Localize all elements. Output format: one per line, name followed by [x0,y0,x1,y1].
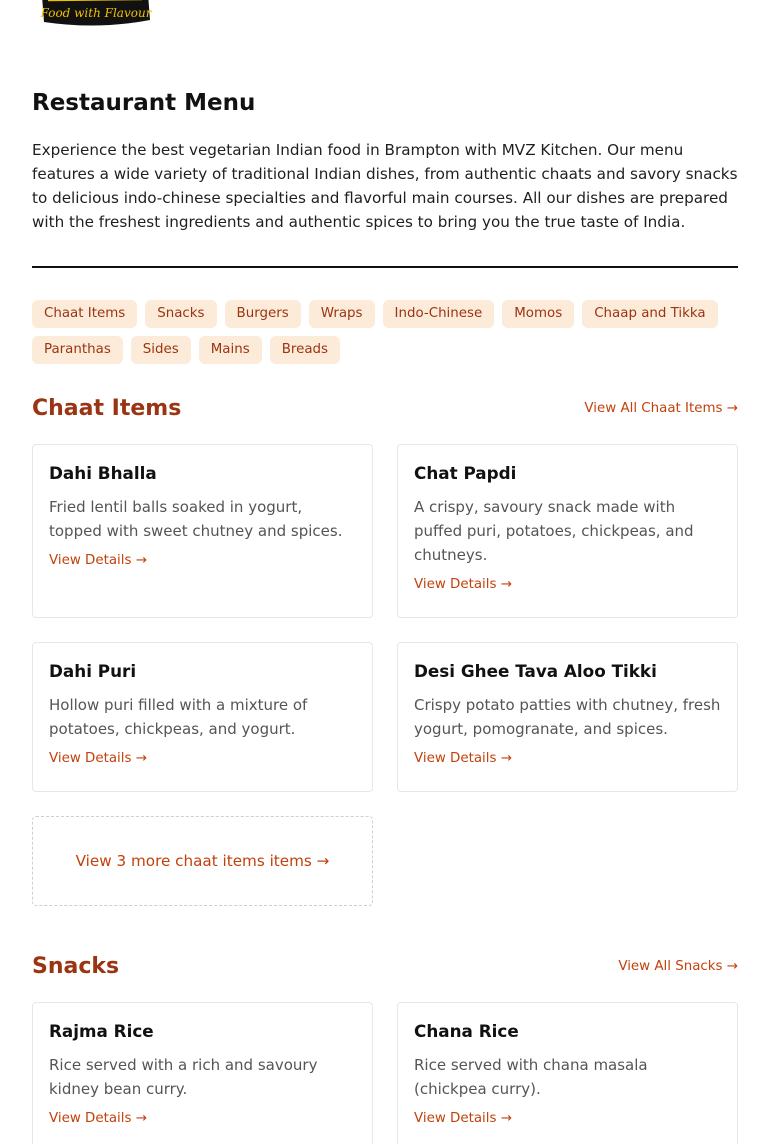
category-chip[interactable]: Chaat Items [32,300,137,328]
category-chip[interactable]: Wraps [309,300,375,328]
menu-item-description: Rice served with a rich and savoury kidney bean curry. [49,1056,318,1098]
menu-item-card[interactable] [32,1002,373,1144]
menu-item-name: Chana Rice [414,1021,519,1041]
view-more-link[interactable]: View 3 more chaat items items → [75,852,330,870]
page-title: Restaurant Menu [32,90,256,116]
menu-item-card[interactable] [397,642,738,792]
menu-item-card[interactable] [32,444,373,618]
menu-item-description: Rice served with chana masala (chickpea curry). [414,1056,648,1098]
restaurant-logo[interactable] [38,0,154,28]
category-chip[interactable]: Burgers [225,300,301,328]
category-chip[interactable]: Paranthas [32,336,123,364]
menu-item-card[interactable] [397,1002,738,1144]
view-details-link[interactable]: View Details → [49,1111,147,1126]
menu-item-description: Crispy potato patties with chutney, fresh yogurt, pomogranate, and spices. [414,696,721,738]
menu-item-description: Hollow puri filled with a mixture of potatoes, chickpeas, and yogurt. [49,696,308,738]
menu-item-name: Desi Ghee Tava Aloo Tikki [414,661,657,681]
category-chip[interactable]: Chaap and Tikka [582,300,717,328]
category-chip[interactable]: Breads [270,336,340,364]
page-intro: Experience the best vegetarian Indian food in Brampton with MVZ Kitchen. Our menu features a wide variety of traditional Indian dishes, from authentic chaats and savory snacks to delicious indo-chinese specialties and flavorful main courses. All our dishes are prepared with the freshest ingredients and authentic spices to bring you the true taste of India. [32,141,738,231]
category-chip[interactable]: Snacks [145,300,216,328]
view-all-chaat-link[interactable]: View All Chaat Items → [584,401,738,416]
view-details-link[interactable]: View Details → [49,553,147,568]
divider [32,266,738,268]
view-details-link[interactable]: View Details → [414,751,512,766]
section-header-snacks [32,954,738,979]
category-chip[interactable]: Indo-Chinese [383,300,495,328]
menu-item-description: A crispy, savoury snack made with puffed puri, potatoes, chickpeas, and chutneys. [414,498,694,564]
section-title: Chaat Items [32,396,182,421]
svg-text:Food with Flavour: Food with Flavour [40,6,152,20]
menu-item-card[interactable] [32,642,373,792]
menu-item-card[interactable] [397,444,738,618]
section-title: Snacks [32,954,120,979]
menu-item-name: Rajma Rice [49,1021,154,1041]
category-chip[interactable]: Mains [199,336,262,364]
view-all-snacks-link[interactable]: View All Snacks → [618,959,738,974]
section-header-chaat [32,396,738,421]
menu-item-name: Dahi Bhalla [49,463,157,483]
view-details-link[interactable]: View Details → [414,577,512,592]
menu-item-name: Dahi Puri [49,661,137,681]
view-more-card[interactable] [32,816,373,906]
category-chip[interactable]: Sides [131,336,191,364]
category-chip[interactable]: Momos [502,300,574,328]
menu-item-name: Chat Papdi [414,463,517,483]
view-details-link[interactable]: View Details → [414,1111,512,1126]
view-details-link[interactable]: View Details → [49,751,147,766]
category-chips [32,300,744,364]
menu-item-description: Fried lentil balls soaked in yogurt, topped with sweet chutney and spices. [49,498,343,540]
